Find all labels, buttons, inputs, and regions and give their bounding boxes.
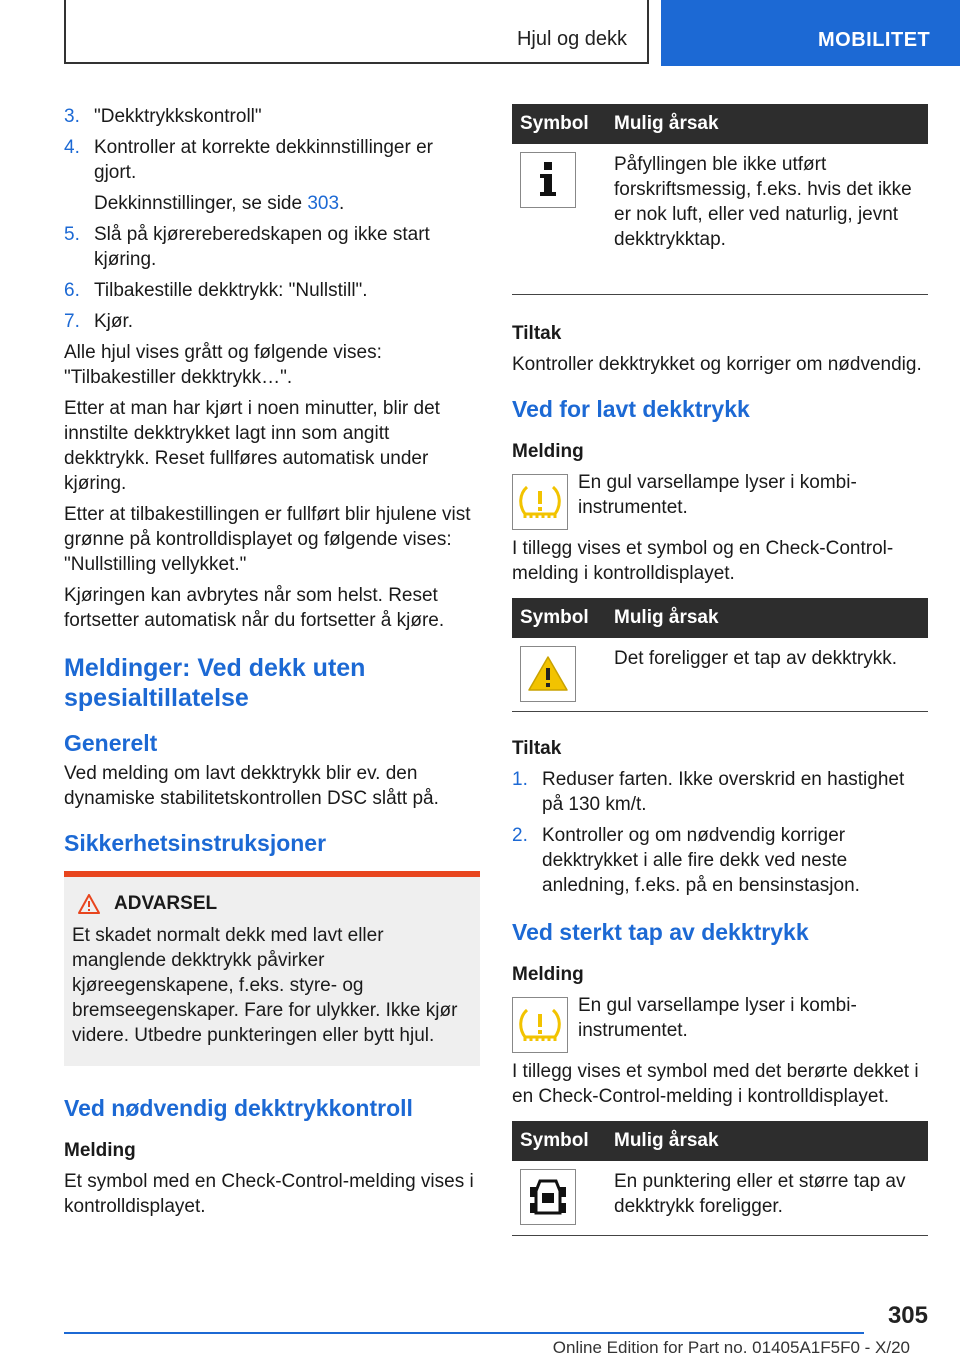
body-paragraph: Etter at tilbakestillingen er fullført blir hjulene vist grønne på kontrolldisplayet og følgende vises: "Nullstilling vellykket." [64,504,471,575]
column-header-symbol: Symbol [512,598,606,638]
lamp-icon-wrap [512,470,578,530]
symbol-table-3 [512,1121,928,1236]
body-paragraph: Et symbol med en Check-Control-melding vises i kontrolldisplayet. [64,1171,474,1217]
step-number: 7. [64,311,80,332]
table-row [512,144,928,294]
cause-cell: Det foreligger et tap av dekktrykk. [606,638,928,712]
subheading-sikkerhet: Sikkerhetsinstruksjoner [64,830,327,856]
tire-pressure-warning-icon [512,997,568,1053]
body-paragraph: Ved melding om lavt dekktrykk blir ev. den dynamiske stabilitetskontrollen DSC slått på. [64,763,439,809]
subheading-lavt: Ved for lavt dekktrykk [512,395,750,422]
cause-cell: En punktering eller et større tap av dekktrykk foreligger. [606,1161,928,1235]
step-number: 6. [64,280,80,301]
lamp-text: En gul varsellampe lyser i kombi-instrumentet. [578,471,857,518]
footer-edition: Online Edition for Part no. 01405A1F5F0 - X/20 [552,1338,910,1357]
lamp-text: En gul varsellampe lyser i kombi-instrumentet. [578,995,857,1041]
page-number: 305 [887,1302,928,1329]
symbol-cell [512,144,606,294]
label-melding: Melding [64,1140,136,1161]
symbol-cell [512,1161,606,1235]
warning-label: ADVARSEL [114,893,218,914]
body-paragraph: Etter at man har kjørt i noen minutter, blir det innstilte dekktrykket lagt inn som angitt dekktrykk. Reset fullføres automatisk under kjøring. [64,398,440,494]
subheading-sterkt: Ved sterkt tap av dekktrykk [512,919,809,945]
column-header-symbol: Symbol [512,104,606,144]
footer-divider [64,1332,864,1334]
page-header [0,0,960,66]
column-header-cause: Mulig årsak [606,598,928,638]
body-paragraph: Kontroller dekktrykket og korriger om nødvendig. [512,353,922,375]
page-reference-suffix: . [339,193,345,214]
subheading-nodvendig: Ved nødvendig dekktrykkontroll [64,1095,413,1121]
step-text: Reduser farten. Ikke overskrid en hastighet på 130 km/t. [542,769,905,815]
column-header-symbol: Symbol [512,1121,606,1161]
header-chapter-tab[interactable] [661,0,960,66]
right-column [512,104,928,1242]
warning-title [72,893,472,915]
symbol-cell [512,638,606,712]
list-item [64,104,480,129]
table-header-row [512,598,928,638]
step-text: Kontroller at korrekte dekkinnstillinger er gjort. [94,137,433,183]
column-header-cause: Mulig årsak [606,1121,928,1161]
step-number: 3. [64,106,80,127]
step-text: Slå på kjørereberedskapen og ikke start kjøring. [94,224,430,270]
step-number: 5. [64,224,80,245]
list-item [64,278,480,303]
warning-text: Et skadet normalt dekk med lavt eller manglende dekktrykk påvirker kjøreegenskapene, f.eks. styre- og bremseegenskaper. Fare for ulykker. Ikke kjør videre. Utbedre punkteringen eller bytt hjul. [72,925,458,1046]
header-frame [64,0,649,64]
lamp-icon-wrap [512,993,578,1053]
symbol-table-2 [512,598,928,713]
table-header-row [512,104,928,144]
body-paragraph: I tillegg vises et symbol med det berørte dekket i en Check-Control-melding i kontrolldisplayet. [512,1061,919,1107]
lamp-message [512,470,928,530]
step-number: 2. [512,825,528,846]
page-reference-link[interactable]: 303 [307,193,340,214]
lamp-message [512,993,928,1053]
symbol-table-1 [512,104,928,295]
table-row [512,1161,928,1235]
label-tiltak: Tiltak [512,738,562,759]
yellow-warning-triangle-icon [520,646,576,702]
step-number: 4. [64,137,80,158]
table-header-row [512,1121,928,1161]
page-reference-text: Dekkinnstillinger, se side [94,193,308,214]
list-item [64,222,480,272]
tire-pressure-warning-icon [512,474,568,530]
warning-box [64,871,480,1066]
step-number: 1. [512,769,528,790]
left-column [64,104,480,1225]
cause-cell: Påfyllingen ble ikke utført forskriftsmessig, f.eks. hvis det ikke er nok luft, eller ved naturlig, jevnt dekktrykktap. [606,144,928,294]
info-icon [520,152,576,208]
step-text: Kjør. [94,311,134,332]
step-text: Kontroller og om nødvendig korriger dekktrykket i alle fire dekk ved neste anledning, f.eks. på en bensinstasjon. [542,825,860,896]
list-item [512,767,928,817]
step-text: Tilbakestille dekktrykk: "Nullstill". [94,280,368,301]
car-tire-icon [520,1169,576,1225]
page-reference [64,191,480,216]
step-text: "Dekktrykkskontroll" [94,106,262,127]
body-paragraph: I tillegg vises et symbol og en Check-Control-melding i kontrolldisplayet. [512,537,894,584]
list-item [64,309,480,334]
warning-triangle-icon [78,894,100,914]
header-chapter-label: MOBILITET [818,29,931,51]
subheading-generelt: Generelt [64,730,158,756]
list-item [64,135,480,185]
label-melding: Melding [512,964,584,985]
table-row [512,638,928,712]
body-paragraph: Kjøringen kan avbrytes når som helst. Reset fortsetter automatisk når du fortsetter å kjøre. [64,585,445,631]
body-paragraph: Alle hjul vises grått og følgende vises: "Tilbakestiller dekktrykk…". [64,342,382,388]
column-header-cause: Mulig årsak [606,104,928,144]
section-heading-meldinger: Meldinger: Ved dekk uten spesialtillatelse [64,654,366,712]
label-melding: Melding [512,440,584,462]
label-tiltak: Tiltak [512,322,562,344]
header-section-title: Hjul og dekk [516,28,627,50]
list-item [512,823,928,898]
